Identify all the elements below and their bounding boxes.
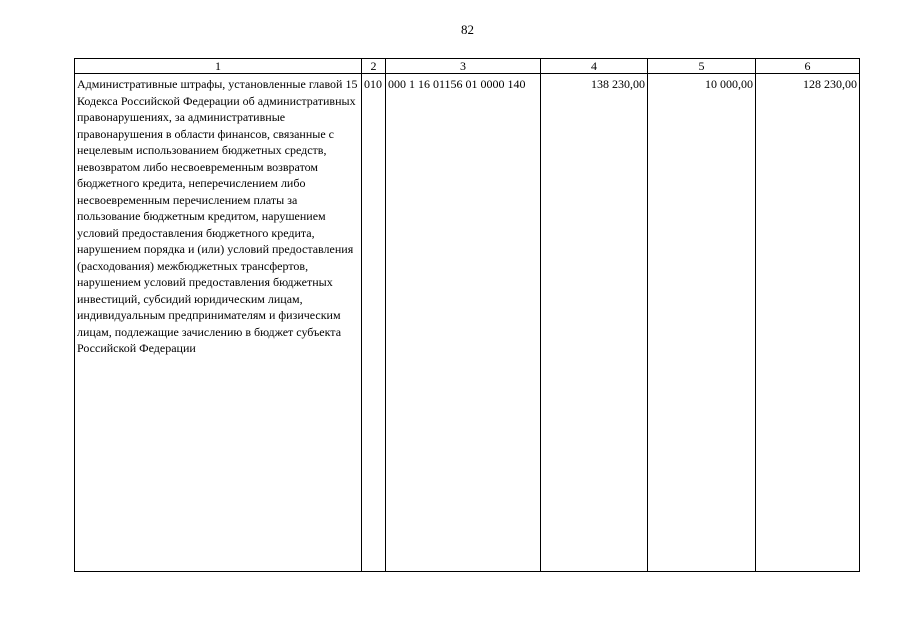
budget-table <box>74 58 860 572</box>
page-number: 82 <box>461 22 474 37</box>
row-budget-code: 000 1 16 01156 01 0000 140 <box>386 74 541 572</box>
header-col-4: 4 <box>541 59 648 74</box>
table-header <box>75 59 860 74</box>
row-col5-amount: 10 000,00 <box>648 74 756 572</box>
header-col-5: 5 <box>648 59 756 74</box>
table-body <box>75 74 860 572</box>
table-row <box>75 74 860 572</box>
row-col6-amount: 128 230,00 <box>756 74 860 572</box>
row-description <box>75 74 362 572</box>
header-col-3: 3 <box>386 59 541 74</box>
header-col-2: 2 <box>362 59 386 74</box>
header-col-6: 6 <box>756 59 860 74</box>
row-admin-code: 010 <box>362 74 386 572</box>
header-row <box>75 59 860 74</box>
row-description-text: Административные штрафы, установленные главой 15 Кодекса Российской Федерации об административных правонарушениях, за административные правонарушения в области финансов, связанные с нецелевым использованием бюджетных средств, невозвратом либо несвоевременным возвратом бюджетного кредита, неперечислением либо несвоевременным перечислением платы за пользование бюджетным кредитом, нарушением условий предоставления бюджетного кредита, нарушением порядка и (или) условий предоставления (расходования) межбюджетных трансфертов, нарушением условий предоставления бюджетных инвестиций, субсидий юридическим лицам, индивидуальным предпринимателям и физическим лицам, подлежащие зачислению в бюджет субъекта Российской Федерации <box>77 77 358 355</box>
row-col4-amount: 138 230,00 <box>541 74 648 572</box>
header-col-1: 1 <box>75 59 362 74</box>
